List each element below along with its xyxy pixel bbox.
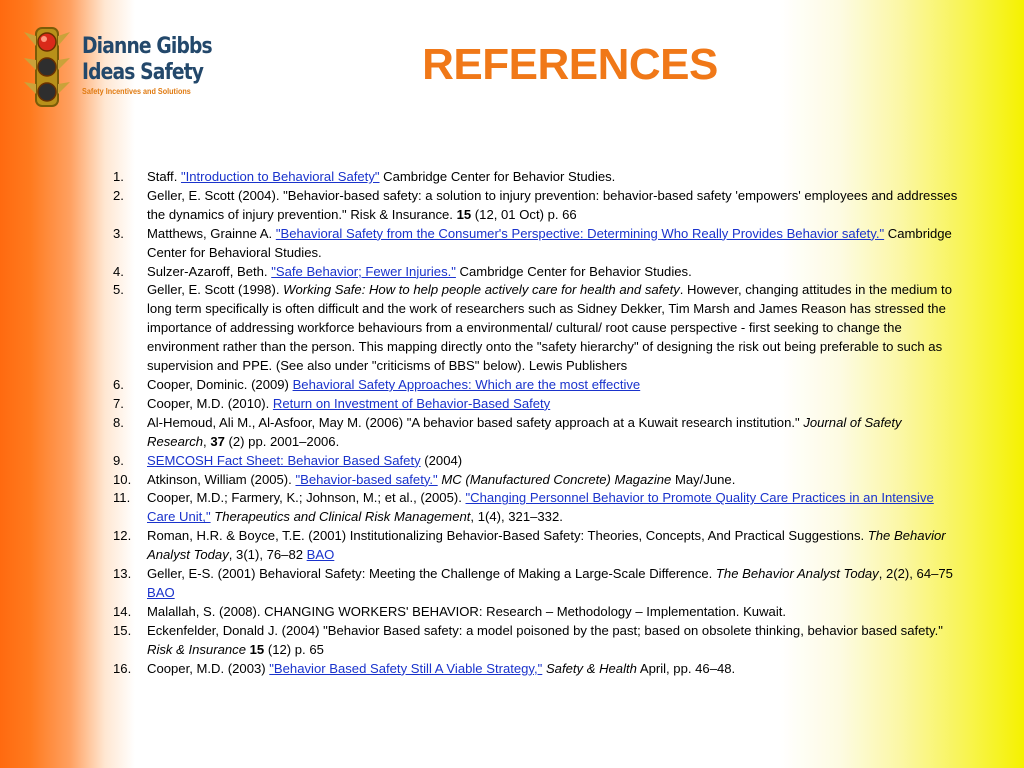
reference-text: Staff. xyxy=(147,169,181,184)
logo-tagline: Safety Incentives and Solutions xyxy=(82,86,191,96)
reference-item xyxy=(113,471,959,490)
reference-item xyxy=(113,168,959,187)
reference-text: Cambridge Center for Behavior Studies. xyxy=(455,263,692,279)
company-logo xyxy=(22,24,222,110)
reference-link[interactable]: "Safe Behavior; Fewer Injuries." xyxy=(271,263,456,279)
reference-text: , 1(4), 321–332. xyxy=(470,509,563,525)
reference-number: 13. xyxy=(113,566,132,582)
reference-italic-text: Safety & Health xyxy=(545,660,637,676)
reference-text: Cooper, M.D. (2003) xyxy=(147,660,270,676)
reference-item xyxy=(113,660,959,679)
reference-text: Geller, E. Scott (1998). xyxy=(147,282,284,298)
reference-number: 15. xyxy=(113,622,132,638)
reference-number: 14. xyxy=(113,603,132,619)
reference-number: 12. xyxy=(113,528,132,544)
reference-italic-text: Risk & Insurance xyxy=(147,641,246,657)
reference-text: Atkinson, William (2005). xyxy=(147,471,296,487)
reference-link[interactable]: SEMCOSH Fact Sheet: Behavior Based Safety xyxy=(147,452,421,468)
reference-number: 9. xyxy=(113,452,124,468)
reference-text: . However, changing attitudes in the medium to long term specifically is often difficult and the work of researchers such as Sidney Dekker, Tim Marsh and James Reason has stressed the importance of addressing workforce behaviours from a environmental/ cultural/ root cause perspective - first seeking to change the environment rather than the person. This mapping directly onto the "safety hierarchy" of designing the risk out being preferable to such as supervision and PPE. (See also under "criticisms of BBS" below). Lewis Publishers xyxy=(147,282,952,374)
reference-number: 4. xyxy=(113,263,124,279)
reference-number: 2. xyxy=(113,187,124,203)
reference-link[interactable]: "Behavioral Safety from the Consumer's Perspective: Determining Who Really Provides Behavior safety." xyxy=(275,225,885,241)
reference-number: 11. xyxy=(113,490,131,506)
reference-link[interactable]: Behavioral Safety Approaches: Which are the most effective xyxy=(292,376,641,392)
reference-item xyxy=(113,489,959,527)
reference-text: (2) pp. 2001–2006. xyxy=(224,433,340,449)
reference-text: (12, 01 Oct) p. 66 xyxy=(471,206,577,222)
reference-text: May/June. xyxy=(671,471,736,487)
reference-text: (2004) xyxy=(420,452,463,468)
reference-item xyxy=(113,452,959,471)
reference-link[interactable]: "Behavior Based Safety Still A Viable Strategy," xyxy=(269,660,543,676)
reference-link[interactable]: "Behavior-based safety." xyxy=(295,471,438,487)
reference-text: , xyxy=(203,433,211,449)
reference-text: Al-Hemoud, Ali M., Al-Asfoor, May M. (2006) "A behavior based safety approach at a Kuwait research institution." xyxy=(147,414,804,430)
reference-italic-text: The Behavior Analyst Today xyxy=(147,528,946,563)
reference-text: , 2(2), 64–75 xyxy=(878,566,953,582)
reference-number: 10. xyxy=(113,471,132,487)
reference-text: Geller, E-S. (2001) Behavioral Safety: Meeting the Challenge of Making a Large-Scale Difference. xyxy=(147,566,716,582)
reference-text: Eckenfelder, Donald J. (2004) "Behavior Based safety: a model poisoned by the past; based on obsolete thinking, behavior based safety." xyxy=(147,622,943,638)
reference-bold-text: 15 xyxy=(456,206,472,222)
reference-number: 5. xyxy=(113,282,124,298)
reference-number: 8. xyxy=(113,414,124,430)
reference-text: Cooper, M.D.; Farmery, K.; Johnson, M.; et al., (2005). xyxy=(147,490,466,506)
reference-text: Cambridge Center for Behavior Studies. xyxy=(379,169,616,184)
reference-italic-text: Therapeutics and Clinical Risk Management xyxy=(214,509,471,525)
reference-item xyxy=(113,527,959,565)
reference-text: Matthews, Grainne A. xyxy=(147,225,276,241)
reference-item xyxy=(113,622,959,660)
reference-link[interactable]: Return on Investment of Behavior-Based Safety xyxy=(272,395,551,411)
reference-text: Malallah, S. (2008). CHANGING WORKERS' BEHAVIOR: Research – Methodology – Implementation. Kuwait. xyxy=(147,603,787,619)
logo-line-2: Ideas Safety xyxy=(82,60,204,85)
reference-item xyxy=(113,263,959,282)
reference-link[interactable]: "Introduction to Behavioral Safety" xyxy=(180,169,380,184)
reference-link[interactable]: BAO xyxy=(306,547,335,563)
reference-number: 1. xyxy=(113,169,124,184)
reference-number: 6. xyxy=(113,376,124,392)
reference-number: 3. xyxy=(113,225,124,241)
reference-text: Geller, E. Scott (2004). "Behavior-based safety: a solution to injury prevention: behavior-based safety 'empowers' employees and addresses the dynamics of injury prevention." Risk & Insurance. xyxy=(147,187,958,222)
reference-bold-text: 15 xyxy=(249,641,265,657)
reference-text: April, pp. 46–48. xyxy=(636,660,736,676)
reference-number: 7. xyxy=(113,395,124,411)
references-list xyxy=(113,168,959,678)
reference-item xyxy=(113,225,959,263)
traffic-light-icon xyxy=(22,24,82,110)
reference-italic-text: Journal of Safety Research xyxy=(147,414,902,449)
reference-text: Cooper, M.D. (2010). xyxy=(147,395,273,411)
reference-text: Cooper, Dominic. (2009) xyxy=(147,376,293,392)
reference-link[interactable]: BAO xyxy=(147,584,175,600)
reference-item xyxy=(113,376,959,395)
reference-number: 16. xyxy=(113,660,132,676)
reference-text: Sulzer-Azaroff, Beth. xyxy=(147,263,272,279)
reference-item xyxy=(113,603,959,622)
reference-bold-text: 37 xyxy=(210,433,225,449)
reference-item xyxy=(113,395,959,414)
reference-italic-text: The Behavior Analyst Today xyxy=(715,566,879,582)
page-title: REFERENCES xyxy=(422,40,718,89)
reference-text: Roman, H.R. & Boyce, T.E. (2001) Institutionalizing Behavior-Based Safety: Theories, Concepts, And Practical Suggestions. xyxy=(147,528,868,544)
reference-item xyxy=(113,281,959,376)
logo-line-1: Dianne Gibbs xyxy=(82,34,212,59)
reference-item xyxy=(113,414,959,452)
reference-text: , 3(1), 76–82 xyxy=(228,547,307,563)
reference-italic-text: Working Safe: How to help people actively care for health and safety xyxy=(283,282,680,298)
reference-item xyxy=(113,187,959,225)
reference-item xyxy=(113,565,959,603)
reference-italic-text: MC (Manufactured Concrete) Magazine xyxy=(441,471,672,487)
reference-link[interactable]: "Changing Personnel Behavior to Promote Quality Care Practices in an Intensive Care Unit," xyxy=(147,490,934,525)
reference-text: Cambridge Center for Behavioral Studies. xyxy=(147,225,952,260)
reference-text: (12) p. 65 xyxy=(264,641,324,657)
